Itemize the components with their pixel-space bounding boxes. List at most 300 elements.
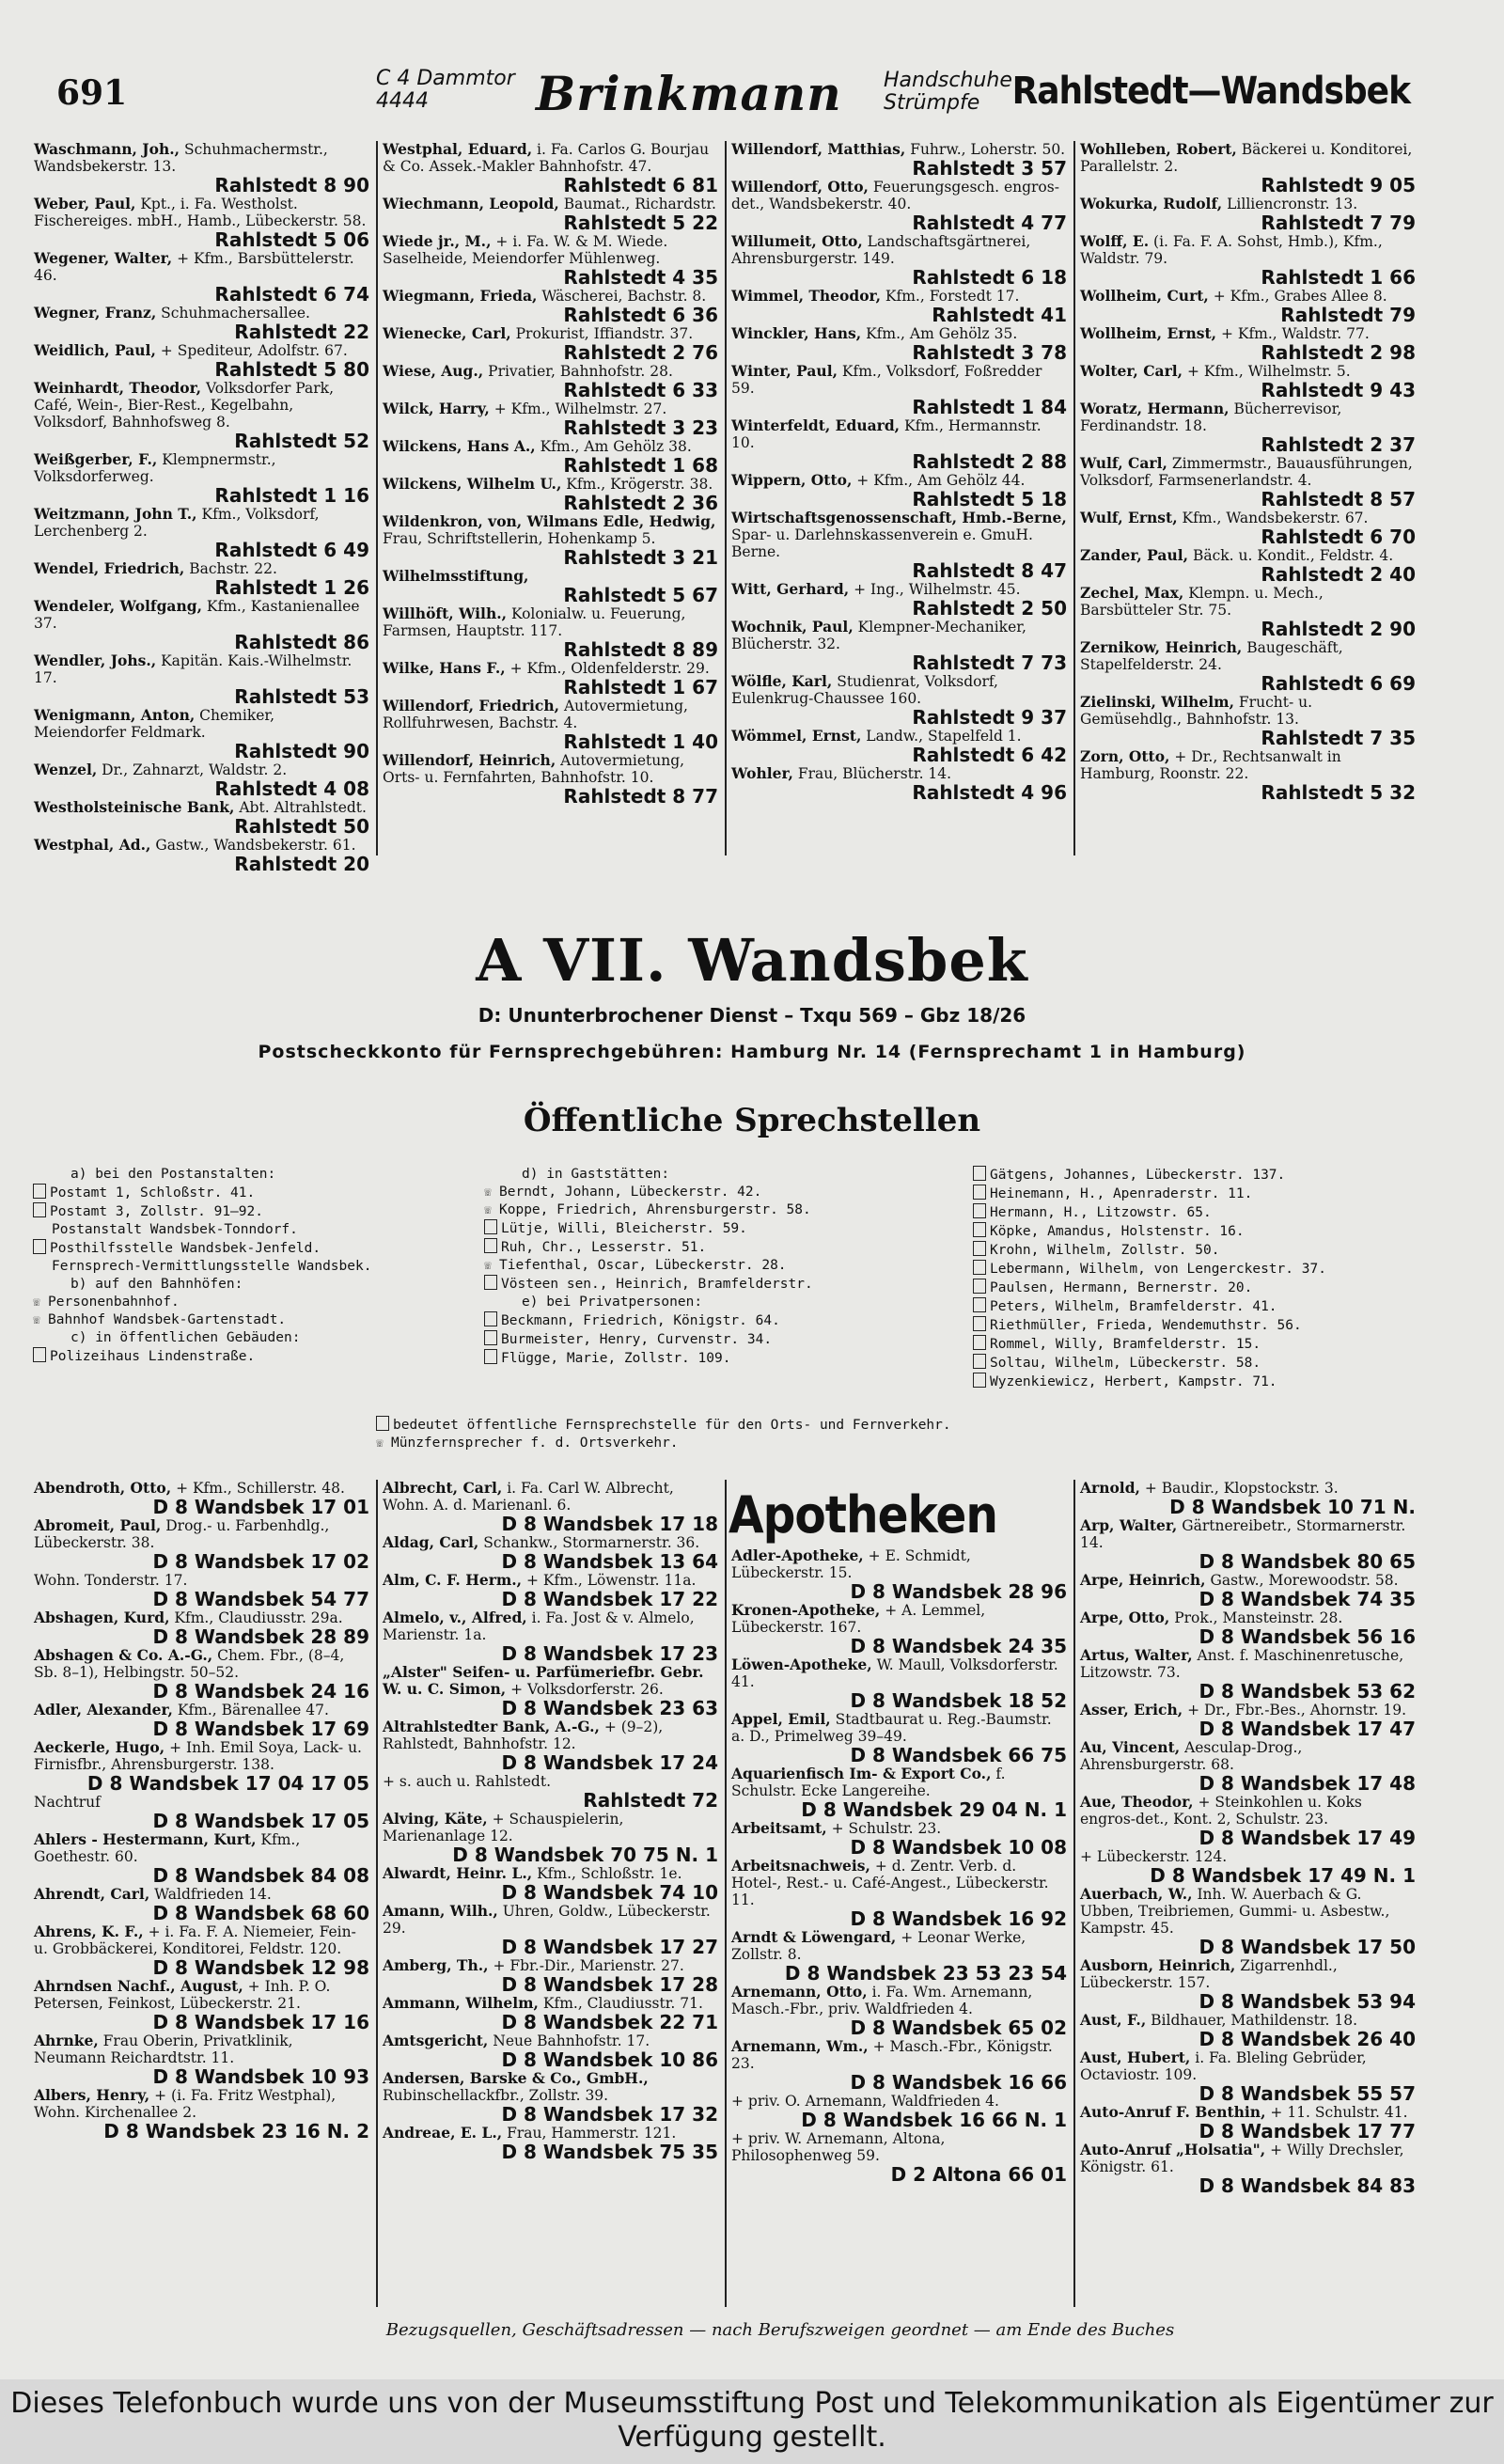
entry-phone-number: D 8 Wandsbek 17 27 bbox=[501, 1936, 718, 1958]
box-icon bbox=[973, 1297, 986, 1312]
listing-entry bbox=[1080, 288, 1416, 325]
station-entry bbox=[33, 1184, 371, 1202]
station-text: Burmeister, Henry, Curvenstr. 34. bbox=[501, 1332, 773, 1347]
entry-details: Gastw., Wandsbekerstr. 61. bbox=[155, 837, 356, 854]
entry-details: + Baudir., Klopstockstr. 3. bbox=[1144, 1480, 1339, 1497]
box-icon bbox=[973, 1241, 986, 1256]
entry-name: Wienecke, Carl, bbox=[383, 324, 511, 342]
entry-name: Arpe, Otto, bbox=[1080, 1609, 1170, 1626]
listing-entry bbox=[731, 1984, 1067, 2038]
listing-entry bbox=[34, 451, 369, 506]
entry-details: + priv. O. Arnemann, Waldfrieden 4. bbox=[731, 2093, 999, 2110]
entry-phone-number: Rahlstedt 3 21 bbox=[563, 546, 718, 569]
entry-name: Zorn, Otto, bbox=[1080, 747, 1170, 765]
entry-details: + Inh. Emil Soya, Lack- u. Firnisfbr., Ahrensburgerstr. 138. bbox=[34, 1739, 362, 1773]
station-entry bbox=[973, 1297, 1326, 1316]
entry-name: Amann, Wilh., bbox=[383, 1902, 498, 1920]
entry-name: Wendeler, Wolfgang, bbox=[34, 597, 202, 615]
entry-name: Andersen, Barske & Co., GmbH., bbox=[383, 2069, 649, 2087]
listing-entry bbox=[34, 652, 369, 707]
listing-entry bbox=[34, 598, 369, 652]
entry-phone-number: D 8 Wandsbek 28 89 bbox=[152, 1625, 369, 1648]
entry-phone-number: D 8 Wandsbek 24 16 bbox=[152, 1680, 369, 1703]
entry-phone-number: Rahlstedt 6 49 bbox=[214, 539, 369, 561]
entry-name: Aust, F., bbox=[1080, 2011, 1147, 2029]
entry-name: Wiegmann, Frieda, bbox=[383, 287, 538, 305]
listing-entry bbox=[1080, 2049, 1416, 2104]
entry-phone-number: D 8 Wandsbek 16 66 bbox=[850, 2071, 1067, 2094]
listing-entry bbox=[1080, 1848, 1416, 1886]
entry-name: Wildenkron, von, Wilmans Edle, Hedwig, bbox=[383, 512, 716, 530]
entry-name: Wulf, Ernst, bbox=[1080, 509, 1178, 526]
station-text: Bahnhof Wandsbek-Gartenstadt. bbox=[48, 1312, 287, 1327]
entry-phone-number: Rahlstedt 1 84 bbox=[912, 396, 1067, 418]
entry-name: Willhöft, Wilh., bbox=[383, 604, 507, 622]
entry-name: Alm, C. F. Herm., bbox=[383, 1571, 523, 1589]
box-icon bbox=[484, 1311, 497, 1326]
station-text: Ruh, Chr., Lesserstr. 51. bbox=[501, 1240, 707, 1255]
entry-name: Abshagen, Kurd, bbox=[34, 1609, 170, 1626]
entry-details: Prok., Mansteinstr. 28. bbox=[1174, 1609, 1343, 1626]
entry-details: Drog.- u. Farbenhdlg., Lübeckerstr. 38. bbox=[34, 1517, 330, 1551]
entry-phone-number: Rahlstedt 2 88 bbox=[912, 450, 1067, 473]
entry-name: Wenigmann, Anton, bbox=[34, 706, 196, 724]
legend bbox=[376, 1416, 951, 1452]
listing-entry bbox=[383, 2070, 718, 2125]
entry-name: Auto-Anruf „Holsatia", bbox=[1080, 2141, 1266, 2158]
listing-entry bbox=[383, 568, 718, 605]
box-icon bbox=[33, 1184, 46, 1199]
listing-entry bbox=[731, 728, 1067, 765]
entry-details: Frau, Blücherstr. 14. bbox=[797, 765, 952, 782]
entry-details: Neue Bahnhofstr. 17. bbox=[493, 2032, 650, 2049]
listing-entry bbox=[731, 472, 1067, 510]
listing-entry bbox=[731, 1656, 1067, 1711]
box-icon bbox=[973, 1222, 986, 1237]
entry-details: + d. Zentr. Verb. d. Hotel-, Rest.- u. Café-Angest., Lübeckerstr. 11. bbox=[731, 1858, 1049, 1908]
box-icon bbox=[484, 1219, 497, 1234]
listing-entry bbox=[383, 476, 718, 513]
entry-phone-number: Rahlstedt 5 18 bbox=[912, 488, 1067, 510]
entry-name: Wippern, Otto, bbox=[731, 471, 853, 489]
entry-phone-number: Rahlstedt 79 bbox=[1280, 304, 1416, 326]
entry-details: + Lübeckerstr. 124. bbox=[1080, 1848, 1228, 1865]
entry-name: Wochnik, Paul, bbox=[731, 618, 854, 636]
header-advertisement bbox=[376, 66, 1090, 120]
entry-details: Studienrat, Volksdorf, Eulenkrug-Chaussee 160. bbox=[731, 673, 998, 707]
listing-entry bbox=[34, 1831, 369, 1886]
entry-details: Kfm., Wandsbekerstr. 67. bbox=[1182, 510, 1369, 526]
entry-details: Kfm., Claudiusstr. 71. bbox=[542, 1995, 703, 2012]
entry-name: Winckler, Hans, bbox=[731, 324, 862, 342]
entry-details: Frucht- u. Gemüsehdlg., Bahnhofstr. 13. bbox=[1080, 694, 1313, 728]
entry-name: Aust, Hubert, bbox=[1080, 2048, 1191, 2066]
entry-name: Abromeit, Paul, bbox=[34, 1516, 162, 1534]
listing-entry bbox=[1080, 2142, 1416, 2196]
entry-name: Wilckens, Wilhelm U., bbox=[383, 475, 562, 493]
entry-details: + Ing., Wilhelmstr. 45. bbox=[854, 581, 1021, 598]
entry-details: + Spediteur, Adolfstr. 67. bbox=[160, 342, 348, 359]
entry-name: Zielinski, Wilhelm, bbox=[1080, 693, 1234, 711]
entry-phone-number: Rahlstedt 4 77 bbox=[912, 212, 1067, 234]
ad-goods: Handschuhe Strümpfe bbox=[884, 69, 1012, 115]
listing-entry bbox=[731, 581, 1067, 619]
listing-entry bbox=[34, 1794, 369, 1831]
station-text: Krohn, Wilhelm, Zollstr. 50. bbox=[990, 1243, 1220, 1258]
station-text: Postamt 1, Schloßstr. 41. bbox=[50, 1185, 256, 1201]
entry-details: Wohn. Tonderstr. 17. bbox=[34, 1572, 188, 1589]
box-icon bbox=[973, 1260, 986, 1275]
listing-entry bbox=[731, 2038, 1067, 2093]
listing-entry bbox=[731, 179, 1067, 233]
station-entry bbox=[484, 1219, 813, 1238]
entry-details: Anst. f. Maschinenretusche, Litzowstr. 73. bbox=[1080, 1647, 1404, 1681]
listing-entry bbox=[1080, 694, 1416, 748]
entry-details: Bücherrevisor, Ferdinandstr. 18. bbox=[1080, 400, 1342, 434]
bottom-column-3 bbox=[731, 1547, 1067, 2185]
entry-details: + (i. Fa. Fritz Westphal), Wohn. Kirchenallee 2. bbox=[34, 2087, 337, 2121]
listing-entry bbox=[1080, 585, 1416, 639]
station-text: Tiefenthal, Oscar, Lübeckerstr. 28. bbox=[499, 1258, 787, 1273]
box-icon bbox=[376, 1416, 389, 1431]
station-text: Beckmann, Friedrich, Königstr. 64. bbox=[501, 1313, 780, 1328]
station-text: Lütje, Willi, Bleicherstr. 59. bbox=[501, 1221, 747, 1236]
station-entry bbox=[973, 1185, 1326, 1203]
entry-phone-number: D 8 Wandsbek 17 18 bbox=[501, 1513, 718, 1535]
entry-name: Aue, Theodor, bbox=[1080, 1793, 1194, 1811]
entry-phone-number: Rahlstedt 1 26 bbox=[214, 576, 369, 599]
listing-entry bbox=[1080, 400, 1416, 455]
listing-entry bbox=[1080, 455, 1416, 510]
listing-entry bbox=[1080, 1480, 1416, 1517]
entry-phone-number: Rahlstedt 6 69 bbox=[1261, 672, 1416, 695]
entry-details: Frau, Hammerstr. 121. bbox=[507, 2125, 677, 2142]
entry-details: Schuhmachermstr., Wandsbekerstr. 13. bbox=[34, 141, 328, 175]
entry-name: Wölfle, Karl, bbox=[731, 672, 833, 690]
entry-phone-number: Rahlstedt 6 42 bbox=[912, 744, 1067, 766]
listing-entry bbox=[34, 1572, 369, 1609]
entry-name: Arndt & Löwengard, bbox=[731, 1928, 897, 1946]
entry-phone-number: Rahlstedt 86 bbox=[234, 631, 369, 653]
entry-details: Prokurist, Iffiandstr. 37. bbox=[515, 325, 694, 342]
top-column-4 bbox=[1080, 141, 1416, 803]
station-entry bbox=[973, 1241, 1326, 1260]
entry-name: Wohlleben, Robert, bbox=[1080, 140, 1237, 158]
listing-entry bbox=[34, 2087, 369, 2142]
listing-entry bbox=[731, 2093, 1067, 2130]
entry-phone-number: Rahlstedt 1 68 bbox=[563, 454, 718, 477]
station-text: Postanstalt Wandsbek-Tonndorf. bbox=[52, 1222, 298, 1237]
entry-phone-number: Rahlstedt 7 79 bbox=[1261, 212, 1416, 234]
station-entry bbox=[484, 1349, 813, 1368]
entry-name: Willumeit, Otto, bbox=[731, 232, 863, 250]
entry-details: Kfm., Forstedt 17. bbox=[885, 288, 1020, 305]
entry-phone-number: D 8 Wandsbek 66 75 bbox=[850, 1744, 1067, 1766]
station-text: Posthilfsstelle Wandsbek-Jenfeld. bbox=[50, 1241, 321, 1256]
entry-name: Ahrndsen Nachf., August, bbox=[34, 1977, 243, 1995]
entry-details: Kfm., Goethestr. 60. bbox=[34, 1831, 301, 1865]
entry-details: Kfm., Krögerstr. 38. bbox=[566, 476, 713, 493]
entry-name: Wiede jr., M., bbox=[383, 232, 492, 250]
entry-name: Waschmann, Joh., bbox=[34, 140, 180, 158]
entry-name: Ahrnke, bbox=[34, 2032, 99, 2049]
entry-name: Wollheim, Ernst, bbox=[1080, 324, 1217, 342]
entry-details: Klempner-Mechaniker, Blücherstr. 32. bbox=[731, 619, 1026, 652]
entry-phone-number: D 8 Wandsbek 17 32 bbox=[501, 2103, 718, 2126]
entry-name: Aldag, Carl, bbox=[383, 1533, 479, 1551]
box-icon bbox=[973, 1185, 986, 1200]
listing-entry bbox=[383, 1773, 718, 1811]
listing-entry bbox=[731, 325, 1067, 363]
entry-details: + 11. Schulstr. 41. bbox=[1270, 2104, 1408, 2121]
column-divider bbox=[725, 1480, 727, 2307]
station-entry bbox=[973, 1373, 1326, 1391]
entry-details: Kfm., Claudiusstr. 29a. bbox=[174, 1609, 343, 1626]
watermark-bar: Dieses Telefonbuch wurde uns von der Museumsstiftung Post und Telekommunikation als Eigentümer zur Verfügung gestellt. bbox=[0, 2379, 1504, 2464]
listing-entry bbox=[34, 305, 369, 342]
entry-name: Wenzel, bbox=[34, 761, 98, 778]
entry-name: Kronen-Apotheke, bbox=[731, 1601, 881, 1619]
entry-details: i. Fa. Bleling Gebrüder, Octaviostr. 109. bbox=[1080, 2049, 1367, 2083]
listing-entry bbox=[34, 506, 369, 560]
bottom-column-4 bbox=[1080, 1480, 1416, 2196]
entry-details: i. Fa. Carl W. Albrecht, Wohn. A. d. Marienanl. 6. bbox=[383, 1480, 674, 1514]
entry-phone-number: Rahlstedt 50 bbox=[234, 815, 369, 838]
footer-note: Bezugsquellen, Geschäftsadressen — nach Berufszweigen geordnet — am Ende des Buches bbox=[385, 2320, 1175, 2340]
listing-entry bbox=[731, 765, 1067, 803]
listing-entry bbox=[731, 510, 1067, 581]
entry-name: Au, Vincent, bbox=[1080, 1738, 1181, 1756]
entry-details: Nachtruf bbox=[34, 1794, 101, 1811]
ad-brand: Brinkmann bbox=[536, 66, 842, 121]
entry-name: Zechel, Max, bbox=[1080, 584, 1184, 602]
listing-entry bbox=[34, 1739, 369, 1794]
listing-entry bbox=[1080, 325, 1416, 363]
entry-name: Weber, Paul, bbox=[34, 195, 136, 212]
listing-entry bbox=[1080, 547, 1416, 585]
entry-details: Zimmermstr., Bauausführungen, Volksdorf, Farmsenerlandstr. 4. bbox=[1080, 455, 1413, 489]
entry-details: + Kfm., Waldstr. 77. bbox=[1220, 325, 1370, 342]
entry-details: + s. auch u. Rahlstedt. bbox=[383, 1773, 552, 1790]
station-text: Flügge, Marie, Zollstr. 109. bbox=[501, 1351, 731, 1366]
entry-details: Kfm., Kastanienallee 37. bbox=[34, 598, 360, 632]
station-text: Polizeihaus Lindenstraße. bbox=[50, 1349, 256, 1364]
listing-entry bbox=[383, 660, 718, 698]
entry-phone-number: Rahlstedt 3 23 bbox=[563, 416, 718, 439]
entry-phone-number: Rahlstedt 1 67 bbox=[563, 676, 718, 698]
entry-phone-number: D 8 Wandsbek 10 93 bbox=[152, 2065, 369, 2088]
entry-details: + Dr., Rechtsanwalt in Hamburg, Roonstr. 22. bbox=[1080, 748, 1341, 782]
box-icon bbox=[484, 1275, 497, 1290]
entry-name: Arbeitsnachweis, bbox=[731, 1857, 870, 1875]
entry-phone-number: Rahlstedt 4 96 bbox=[912, 781, 1067, 804]
listing-entry bbox=[731, 1711, 1067, 1766]
entry-phone-number: Rahlstedt 5 80 bbox=[214, 358, 369, 381]
entry-phone-number: Rahlstedt 1 40 bbox=[563, 730, 718, 753]
entry-details: i. Fa. Jost & v. Almelo, Marienstr. 1a. bbox=[383, 1609, 695, 1643]
entry-phone-number: D 8 Wandsbek 17 49 bbox=[1198, 1827, 1416, 1849]
station-text: Heinemann, H., Apenraderstr. 11. bbox=[990, 1186, 1253, 1201]
listing-entry bbox=[383, 698, 718, 752]
entry-name: Woratz, Hermann, bbox=[1080, 400, 1230, 417]
entry-phone-number: Rahlstedt 7 35 bbox=[1261, 727, 1416, 749]
entry-details: Spar- u. Darlehnskassenverein e. GmuH. Berne. bbox=[731, 526, 1033, 560]
listing-entry bbox=[1080, 1739, 1416, 1794]
entry-details: Kapitän. Kais.-Wilhelmstr. 17. bbox=[34, 652, 352, 686]
station-entry bbox=[33, 1239, 371, 1258]
listing-entry bbox=[731, 1602, 1067, 1656]
listing-entry bbox=[383, 752, 718, 807]
entry-name: Arnemann, Otto, bbox=[731, 1983, 868, 2001]
listing-entry bbox=[383, 141, 718, 196]
station-text: Lebermann, Wilhelm, von Lengerckestr. 37. bbox=[990, 1262, 1326, 1277]
entry-name: Asser, Erich, bbox=[1080, 1701, 1183, 1719]
entry-name: Löwen-Apotheke, bbox=[731, 1656, 872, 1673]
entry-phone-number: D 8 Wandsbek 55 57 bbox=[1198, 2082, 1416, 2105]
listing-entry bbox=[383, 513, 718, 568]
listing-entry bbox=[383, 1719, 718, 1773]
station-entry bbox=[484, 1238, 813, 1257]
station-entry bbox=[484, 1330, 813, 1349]
entry-details: (i. Fa. F. A. Sohst, Hmb.), Kfm., Waldstr. 79. bbox=[1080, 233, 1383, 267]
entry-phone-number: D 8 Wandsbek 56 16 bbox=[1198, 1625, 1416, 1648]
entry-name: Wiechmann, Leopold, bbox=[383, 195, 559, 212]
station-text: d) in Gaststätten: bbox=[522, 1167, 670, 1182]
entry-details: + Leonar Werke, Zollstr. 8. bbox=[731, 1929, 1026, 1963]
bottom-listing bbox=[34, 1480, 1416, 2307]
entry-details: Lilliencronstr. 13. bbox=[1227, 196, 1358, 212]
coin-phone-icon: ☏ bbox=[376, 1436, 384, 1451]
entry-details: Kpt., i. Fa. Westholst. Fischereiges. mbH., Hamb., Lübeckerstr. 58. bbox=[34, 196, 367, 229]
listing-entry bbox=[34, 1923, 369, 1978]
entry-phone-number: D 8 Wandsbek 74 10 bbox=[501, 1881, 718, 1904]
entry-phone-number: Rahlstedt 2 50 bbox=[912, 597, 1067, 620]
entry-phone-number: D 8 Wandsbek 68 60 bbox=[152, 1902, 369, 1924]
entry-name: Westholsteinische Bank, bbox=[34, 798, 235, 816]
entry-phone-number: Rahlstedt 41 bbox=[932, 304, 1067, 326]
station-text: c) in öffentlichen Gebäuden: bbox=[70, 1330, 301, 1345]
entry-name: Altrahlstedter Bank, A.-G., bbox=[383, 1718, 600, 1735]
entry-name: Andreae, E. L., bbox=[383, 2124, 503, 2142]
entry-details: Kolonialw. u. Feuerung, Farmsen, Hauptstr. 117. bbox=[383, 605, 686, 639]
listing-entry bbox=[383, 1811, 718, 1865]
entry-name: Abendroth, Otto, bbox=[34, 1479, 172, 1497]
box-icon bbox=[33, 1347, 46, 1362]
entry-phone-number: Rahlstedt 6 18 bbox=[912, 266, 1067, 289]
station-entry bbox=[973, 1203, 1326, 1222]
listing-entry bbox=[1080, 1794, 1416, 1848]
listing-entry bbox=[1080, 510, 1416, 547]
entry-name: Artus, Walter, bbox=[1080, 1646, 1193, 1664]
listing-entry bbox=[1080, 2104, 1416, 2142]
entry-name: Wendel, Friedrich, bbox=[34, 559, 185, 577]
entry-name: Witt, Gerhard, bbox=[731, 580, 850, 598]
service-line: D: Ununterbrochener Dienst – Txqu 569 – Gbz 18/26 bbox=[478, 1004, 1026, 1027]
station-category bbox=[33, 1329, 371, 1347]
station-entry bbox=[973, 1260, 1326, 1279]
entry-phone-number: Rahlstedt 3 57 bbox=[912, 157, 1067, 180]
entry-phone-number: Rahlstedt 2 98 bbox=[1261, 341, 1416, 364]
entry-details: i. Fa. Carlos G. Bourjau & Co. Assek.-Makler Bahnhofstr. 47. bbox=[383, 141, 710, 175]
entry-name: Zander, Paul, bbox=[1080, 546, 1188, 564]
top-column-1 bbox=[34, 141, 369, 874]
listing-entry bbox=[731, 233, 1067, 288]
entry-phone-number: D 8 Wandsbek 17 49 N. 1 bbox=[1150, 1864, 1416, 1887]
listing-entry bbox=[1080, 748, 1416, 803]
page-range-title: Rahlstedt—Wandsbek bbox=[1011, 70, 1410, 113]
entry-details: Kfm., Schloßstr. 1e. bbox=[537, 1865, 682, 1882]
column-divider bbox=[1073, 1480, 1075, 2307]
entry-phone-number: Rahlstedt 6 74 bbox=[214, 283, 369, 306]
listing-entry bbox=[383, 363, 718, 400]
listing-entry bbox=[1080, 141, 1416, 196]
listing-entry bbox=[1080, 1572, 1416, 1609]
entry-details: Chemiker, Meiendorfer Feldmark. bbox=[34, 707, 275, 741]
listing-entry bbox=[383, 1534, 718, 1572]
entry-details: + Fbr.-Dir., Marienstr. 27. bbox=[493, 1957, 684, 1974]
entry-name: Albrecht, Carl, bbox=[383, 1479, 503, 1497]
listing-entry bbox=[1080, 2012, 1416, 2049]
listing-entry bbox=[34, 380, 369, 451]
legend-public: bedeutet öffentliche Fernsprechstelle für den Orts- und Fernverkehr. bbox=[393, 1418, 951, 1433]
station-entry bbox=[484, 1184, 813, 1201]
listing-entry bbox=[34, 707, 369, 761]
station-text: Postamt 3, Zollstr. 91—92. bbox=[50, 1204, 263, 1219]
entry-details: Kfm., Am Gehölz 38. bbox=[540, 438, 692, 455]
entry-name: Alwardt, Heinr. L., bbox=[383, 1864, 533, 1882]
entry-details: Uhren, Goldw., Lübeckerstr. 29. bbox=[383, 1903, 711, 1937]
station-text: Wyzenkiewicz, Herbert, Kampstr. 71. bbox=[990, 1374, 1277, 1389]
entry-phone-number: D 8 Wandsbek 10 71 N. bbox=[1169, 1496, 1416, 1518]
entry-details: Kfm., Volksdorf, Lerchenberg 2. bbox=[34, 506, 320, 540]
listing-entry bbox=[1080, 1886, 1416, 1957]
entry-details: Zigarrenhdl., Lübeckerstr. 157. bbox=[1080, 1957, 1338, 1991]
postscheck-line: Postscheckkonto für Fernsprechgebühren: Hamburg Nr. 14 (Fernsprechamt 1 in Hamburg) bbox=[258, 1042, 1246, 1062]
entry-name: Wimmel, Theodor, bbox=[731, 287, 881, 305]
entry-details: f. Schulstr. Ecke Langereihe. bbox=[731, 1766, 1006, 1799]
station-entry bbox=[33, 1221, 371, 1239]
entry-details: + Kfm., Barsbüttelerstr. 46. bbox=[34, 250, 354, 284]
listing-entry bbox=[1080, 233, 1416, 288]
entry-details: + Kfm., Löwenstr. 11a. bbox=[526, 1572, 697, 1589]
entry-details: + Volksdorferstr. 26. bbox=[510, 1681, 664, 1698]
listing-entry bbox=[731, 2130, 1067, 2185]
entry-name: Arnemann, Wm., bbox=[731, 2037, 869, 2055]
entry-details: + Steinkohlen u. Koks engros-det., Kont. 2, Schulstr. 23. bbox=[1080, 1794, 1362, 1828]
entry-phone-number: Rahlstedt 2 36 bbox=[563, 492, 718, 514]
entry-phone-number: D 8 Wandsbek 54 77 bbox=[152, 1588, 369, 1610]
entry-name: Adler, Alexander, bbox=[34, 1701, 173, 1719]
entry-phone-number: D 2 Altona 66 01 bbox=[890, 2163, 1067, 2186]
entry-phone-number: Rahlstedt 7 73 bbox=[912, 651, 1067, 674]
station-entry bbox=[484, 1311, 813, 1330]
entry-phone-number: Rahlstedt 9 43 bbox=[1261, 379, 1416, 401]
entry-phone-number: D 8 Wandsbek 17 02 bbox=[152, 1550, 369, 1573]
listing-entry bbox=[731, 1766, 1067, 1820]
entry-details: Baugeschäft, Stapelfelderstr. 24. bbox=[1080, 639, 1343, 673]
entry-phone-number: D 8 Wandsbek 17 77 bbox=[1198, 2120, 1416, 2142]
entry-phone-number: Rahlstedt 8 90 bbox=[214, 174, 369, 196]
entry-details: Kfm., Hermannstr. 10. bbox=[731, 417, 1042, 451]
entry-details: Chem. Fbr., (8–4, Sb. 8–1), Helbingstr. 50–52. bbox=[34, 1647, 345, 1681]
entry-phone-number: D 8 Wandsbek 17 48 bbox=[1198, 1772, 1416, 1795]
station-entry bbox=[33, 1202, 371, 1221]
entry-phone-number: Rahlstedt 6 33 bbox=[563, 379, 718, 401]
station-text: Vösteen sen., Heinrich, Bramfelderstr. bbox=[501, 1277, 813, 1292]
entry-phone-number: D 8 Wandsbek 75 35 bbox=[501, 2141, 718, 2163]
station-text: Köpke, Amandus, Holstenstr. 16. bbox=[990, 1224, 1245, 1239]
entry-phone-number: D 8 Wandsbek 23 63 bbox=[501, 1697, 718, 1719]
